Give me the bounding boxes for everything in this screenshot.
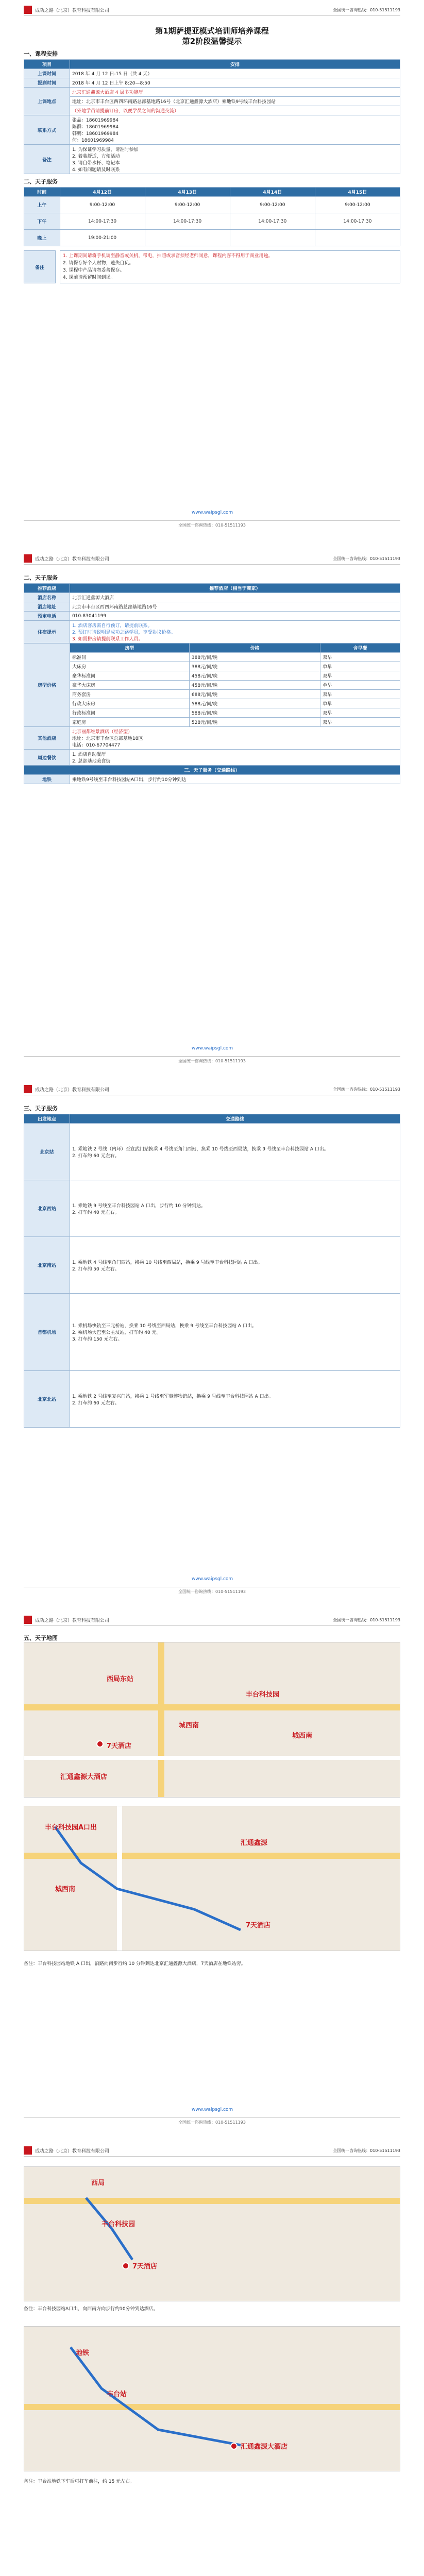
table-cell: 388元/间/晚 [189,662,320,671]
map-label: 丰台科技园 [246,1691,280,1699]
note-line: 4. 课前请预留时间到场。 [63,275,115,280]
table-cell: 双早 [320,690,400,699]
page-header [24,1614,400,1626]
table-header: 4月14日 [230,188,315,197]
page-header [24,553,400,565]
location-pin-icon [230,2443,238,2450]
table-cell: 上午 [24,197,60,213]
company-logo [24,554,32,563]
table-cell [315,230,400,246]
route-step: 3. 打车约 150 元左右。 [72,1337,123,1342]
row-value: 010-83041199 [70,612,400,621]
page-footer [24,520,400,529]
route-step: 1. 乘地铁 9 号线至丰台科技园站 A 口出，步行约 10 分钟到达。 [72,1203,206,1209]
note-line: 2. 着装舒适，方便活动 [72,154,120,159]
route-step: 1. 乘地铁 4 号线至角门西站，换乘 10 号线至西局站，换乘 9 号线至丰台科技园站 A 口出。 [72,1260,263,1265]
hotline: 全国统一咨询热线：010-51511193 [333,556,400,561]
route-origin: 北京西站 [24,1180,70,1237]
route-step: 1. 乘机场快轨至三元桥站，换乘 10 号线至西局站，换乘 9 号线至丰台科技园站 A 口出。 [72,1324,257,1329]
alt-hotel-tel: 电话：010-67704477 [72,743,121,748]
row-value: 地址：北京市丰台区西四环南路总部基地路16号（北京汇通鑫源大酒店）乘地铁9号线丰台科技园站 [70,97,400,106]
route-step: 2. 打车约 60 元左右。 [72,1153,120,1159]
table-header: 安排 [70,60,400,69]
company-name: 成功之路（北京）教育科技有限公司 [35,8,110,13]
page-header [24,1083,400,1095]
company-name: 成功之路（北京）教育科技有限公司 [35,2148,110,2154]
map-label: 丰台站 [107,2391,127,2398]
table-cell: 458元/间/晚 [189,681,320,690]
table-cell: 14:00-17:30 [230,213,315,230]
hotel-table [24,583,400,784]
row-value: 北京市丰台区西四环南路总部基地路16号 [70,602,400,612]
map-3[interactable] [24,2166,400,2301]
table-header: 推荐酒店（相当于商家） [70,584,400,593]
section-heading: 三、天子服务 [24,1105,58,1112]
hotline: 全国统一咨询热线：010-51511193 [333,1617,400,1622]
route-step: 1. 乘地铁 2 号线至复兴门站，换乘 1 号线至军事博物馆站，换乘 9 号线至丰台科技园站 A 口出。 [72,1394,274,1399]
doc-title: 第1期萨提亚模式培训师培养课程 [155,26,269,36]
location-pin-icon [122,2262,129,2269]
route-line [24,2167,400,2301]
table-header: 4月15日 [315,188,400,197]
page-4 [6,1610,418,2130]
extra-line: 1. 酒店自助餐厅 [72,752,106,757]
map-label: 西局东站 [107,1675,134,1683]
row-key: 住宿提示 [24,621,70,643]
company-logo [24,1085,32,1093]
location-pin-icon [96,1740,104,1748]
doc-subtitle: 第2阶段温馨提示 [182,37,242,46]
table-header: 4月13日 [145,188,230,197]
hotline: 全国统一咨询热线：010-51511193 [333,2148,400,2153]
contact-line: 韩鹏：18601969984 [72,131,118,137]
map-label: 城西南 [179,1722,199,1730]
table-cell: 豪华标准间 [70,671,190,681]
map-label: 地铁 [76,2349,90,2357]
company-name: 成功之路（北京）教育科技有限公司 [35,1087,110,1093]
table-cell: 家庭房 [70,718,190,727]
page-5 [6,2141,418,2576]
table-cell: 单早 [320,681,400,690]
routes-table [24,1114,400,1428]
table-header: 价格 [189,643,320,653]
map-2[interactable] [24,1806,400,1951]
row-value: （外地学员请提前订房，以便学员之间的沟通交流） [70,106,400,115]
row-key: 周边餐饮 [24,750,70,766]
page-footer [24,1587,400,1596]
map-label: 丰台科技园 [101,2221,135,2228]
note-line: 1. 为保证学习质量，请准时参加 [72,147,139,152]
table-cell: 双早 [320,708,400,718]
page-footer [24,2117,400,2126]
map-marker: 7天酒店 [107,1742,132,1750]
row-value: 2018 年 4 月 12 日上午 8:20—8:50 [70,78,400,88]
route-steps [70,1180,400,1237]
table-cell: 458元/间/晚 [189,671,320,681]
table-cell: 单早 [320,662,400,671]
table-cell: 528元/间/晚 [189,718,320,727]
contacts-cell [70,115,400,145]
map-label: 7天酒店 [132,2263,158,2270]
table-cell: 9:00-12:00 [315,197,400,213]
table-cell: 标准间 [70,653,190,662]
map-road [24,1704,400,1710]
alt-hotel-cell [70,727,400,750]
table-cell: 行政大床房 [70,699,190,708]
map-label: 汇通鑫源大酒店 [60,1773,108,1781]
notes-tag: 备注 [24,250,56,283]
row-key: 酒店名称 [24,593,70,602]
section-heading: 一、课程安排 [24,50,58,57]
contact-line: 何：18601969984 [72,138,114,143]
table-cell: 豪华大床房 [70,681,190,690]
row-value: 北京汇通鑫源大酒店 4 层多功能厅 [70,88,400,97]
site-url[interactable]: www.waipsgl.com [192,2107,233,2112]
notes-box [60,250,400,283]
note-line: 4. 如有问题请及时联系 [72,167,120,173]
table-cell: 9:00-12:00 [230,197,315,213]
map-label: 7天酒店 [246,1922,271,1929]
section-heading: 五、天子地图 [24,1635,58,1641]
company-name: 成功之路（北京）教育科技有限公司 [35,1618,110,1623]
map-label: 西局 [91,2179,105,2187]
extras-cell [70,750,400,766]
footer-text: 全国统一咨询热线：010-51511193 [178,1058,246,1063]
route-origin: 首都机场 [24,1294,70,1371]
company-logo [24,2146,32,2155]
map-caption: 备注：丰台科技园站A口出，向西南方向步行约10分钟到达酒店。 [24,2307,158,2312]
map-label: 汇通鑫源 [241,1839,268,1847]
table-header: 推荐酒店 [24,584,70,593]
table-cell: 双早 [320,653,400,662]
company-logo [24,6,32,14]
row-key: 备注 [24,145,70,174]
map-road [158,1642,164,1797]
table-cell: 大床房 [70,662,190,671]
route-origin: 北京北站 [24,1371,70,1428]
route-step: 1. 乘地铁 2 号线（内环）至宣武门站换乘 4 号线至角门西站，换乘 10 号线至西局站，换乘 9 号线至丰台科技园站 A 口出。 [72,1146,329,1152]
schedule-table [24,59,400,174]
table-cell: 商务套房 [70,690,190,699]
map-label: 城西南 [55,1886,76,1893]
notice-line: 1. 酒店客房需自行预订，请提前联系。 [72,623,152,629]
row-key: 报到时间 [24,78,70,88]
extra-line: 2. 总部基地美食街 [72,759,111,764]
table-cell: 双早 [320,718,400,727]
map-label: 丰台科技园A口出 [45,1824,97,1832]
site-url[interactable]: www.waipsgl.com [192,510,233,515]
note-line: 3. 课程中产品请勿妥善保存。 [63,268,125,273]
section-heading: 二、天子服务 [24,178,58,185]
row-key: 预定电话 [24,612,70,621]
row-value: 乘地铁9号线至丰台科技园站A口出，步行约10分钟到达 [70,775,400,784]
map-label: 汇通鑫源大酒店 [241,2443,288,2451]
row-key: 上课时间 [24,69,70,78]
contact-line: 张晶：18601969984 [72,118,118,123]
footer-text: 全国统一咨询热线：010-51511193 [178,522,246,528]
alt-hotel-name: 北京丽都维景酒店（经济型） [72,730,133,735]
table-cell: 19:00-21:00 [60,230,145,246]
table-header: 项目 [24,60,70,69]
note-line: 2. 请保存好个人财物，遗失自负。 [63,261,134,266]
notice-line: 3. 如需拼房请提前联系工作人员。 [72,637,143,642]
route-origin: 北京南站 [24,1237,70,1294]
table-cell: 下午 [24,213,60,230]
table-cell: 588元/间/晚 [189,708,320,718]
table-header: 含早餐 [320,643,400,653]
table-header: 出发地点 [24,1114,70,1124]
page-3 [6,1079,418,1600]
row-key: 房型价格 [24,643,70,727]
alt-hotel-addr: 地址：北京市丰台区总部基地18区 [72,736,143,741]
table-cell: 14:00-17:30 [145,213,230,230]
hotline: 全国统一咨询热线：010-51511193 [333,7,400,12]
map-road [24,1756,400,1760]
row-value: 北京汇通鑫源大酒店 [70,593,400,602]
route-step: 2. 打车约 40 元左右。 [72,1210,120,1215]
page-header [24,2145,400,2157]
timetable [24,187,400,246]
table-cell [230,230,315,246]
table-cell: 688元/间/晚 [189,690,320,699]
table-cell: 588元/间/晚 [189,699,320,708]
map-label: 城西南 [292,1732,313,1740]
row-key: 联系方式 [24,115,70,145]
notice-cell [70,621,400,643]
table-cell: 14:00-17:30 [60,213,145,230]
company-name: 成功之路（北京）教育科技有限公司 [35,556,110,562]
map-4[interactable] [24,2326,400,2471]
row-value: 2018 年 4 月 12 日-15 日（共 4 天） [70,69,400,78]
route-origin: 北京站 [24,1124,70,1180]
table-header: 三、天子服务（交通路线） [24,766,400,775]
row-key: 其他酒店 [24,727,70,750]
map-caption: 备注：丰台科技园站地铁 A 口出，沿路向南步行约 10 分钟到达北京汇通鑫源大酒店，7天酒店在地铁站旁。 [24,1961,246,1967]
row-key: 地铁 [24,775,70,784]
notice-line: 2. 预订时请说明是成功之路学员，享受协议价格。 [72,630,176,635]
contact-line: 陈群：18601969984 [72,125,118,130]
site-url[interactable]: www.waipsgl.com [192,1577,233,1582]
route-steps [70,1124,400,1180]
route-step: 2. 打车约 60 元左右。 [72,1400,120,1406]
route-step: 2. 乘机场大巴至公主坟站，打车约 40 元。 [72,1330,161,1335]
company-logo [24,1616,32,1624]
footer-text: 全国统一咨询热线：010-51511193 [178,2120,246,2125]
table-header: 房型 [70,643,190,653]
table-cell: 14:00-17:30 [315,213,400,230]
note-line: 3. 请自带水杯、笔记本 [72,161,120,166]
route-steps [70,1371,400,1428]
site-url[interactable]: www.waipsgl.com [192,1046,233,1051]
notes-cell [70,145,400,174]
table-cell: 388元/间/晚 [189,653,320,662]
section-heading: 二、天子服务 [24,574,58,581]
footer-text: 全国统一咨询热线：010-51511193 [178,1589,246,1594]
table-header: 4月12日 [60,188,145,197]
table-cell: 行政标准间 [70,708,190,718]
map-1[interactable] [24,1642,400,1798]
table-header: 时间 [24,188,60,197]
route-steps [70,1294,400,1371]
map-caption: 备注：丰台站地铁下车后可打车前往，约 15 元左右。 [24,2479,135,2484]
route-steps [70,1237,400,1294]
hotline: 全国统一咨询热线：010-51511193 [333,1087,400,1092]
table-cell [145,230,230,246]
page-1 [6,0,418,534]
table-cell: 9:00-12:00 [60,197,145,213]
table-cell: 双早 [320,671,400,681]
page-footer [24,1056,400,1065]
page-header [24,4,400,16]
table-cell: 9:00-12:00 [145,197,230,213]
page-2 [6,549,418,1069]
note-line: 1. 上课期间请将手机调至静音或关机，带电，拍照或录音须经老师同意，课程内容不得用于商业用途。 [63,253,273,259]
table-cell: 单早 [320,699,400,708]
row-key: 酒店地址 [24,602,70,612]
route-step: 2. 打车约 50 元左右。 [72,1266,120,1272]
table-cell: 晚上 [24,230,60,246]
table-header: 交通路线 [70,1114,400,1124]
row-key: 上课地点 [24,88,70,115]
